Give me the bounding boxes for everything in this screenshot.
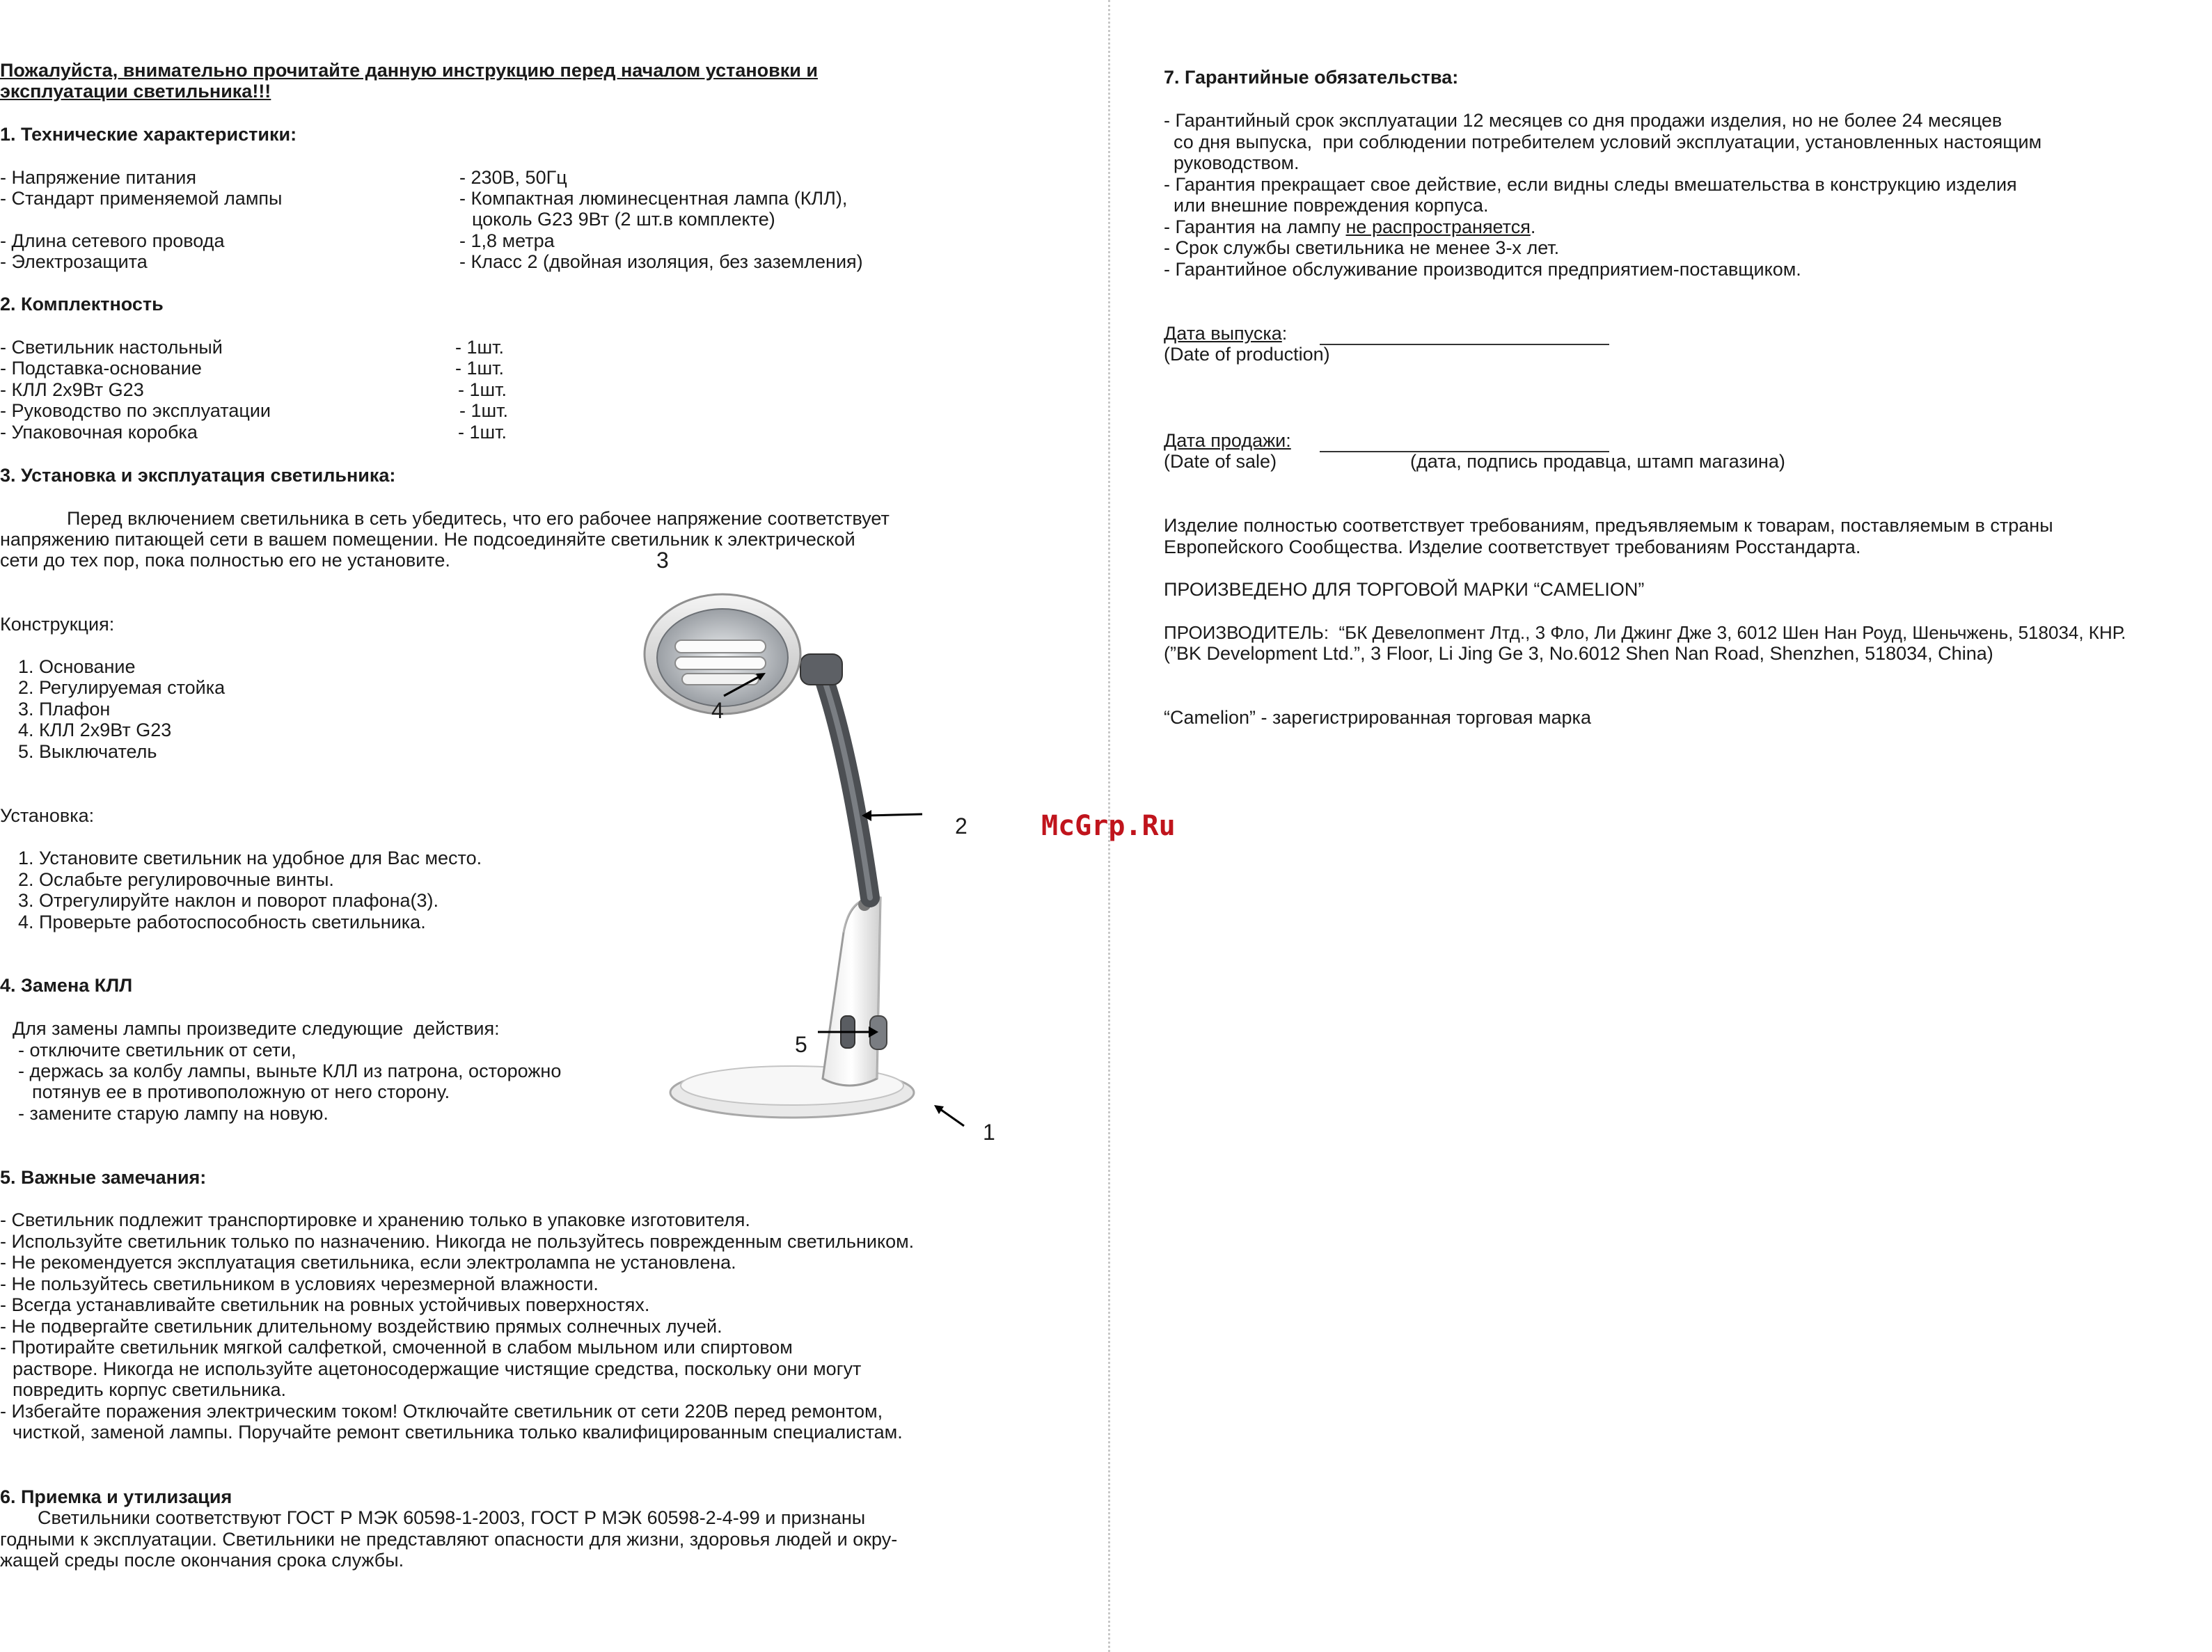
production-date-line [1320, 344, 1609, 345]
s5-line: - Светильник подлежит транспортировке и хранению только в упаковке изготовителя. [0, 1209, 750, 1230]
s5-line: - Не рекомендуется эксплуатация светильника, если электролампа не установлена. [0, 1252, 736, 1273]
trademark-note: “Camelion” - зарегистрированная торговая марка [1164, 707, 1591, 728]
manufacturer-ru: ПРОИЗВОДИТЕЛЬ: “БК Девелопмент Лтд., 3 Фло, Ли Джинг Дже 3, 6012 Шен Нан Роуд, Шеньчжень, 518034, КНР. [1164, 622, 2126, 643]
callout-4: 4 [711, 698, 724, 723]
spec-key: - Электрозащита [0, 251, 148, 272]
production-date-colon: : [1281, 323, 1288, 344]
spec-key: - Стандарт применяемой лампы [0, 188, 283, 209]
spec-key: - Напряжение питания [0, 167, 196, 188]
s7-line-a: - Гарантия на лампу [1164, 216, 1346, 237]
production-date-label [1164, 323, 1287, 344]
kit-item: - Руководство по эксплуатации [0, 400, 271, 421]
spec-value: - 1,8 метра [459, 230, 555, 251]
s4-line: - держась за колбу лампы, выньте КЛЛ из патрона, осторожно [18, 1061, 562, 1081]
s7-line: - Срок службы светильника не менее 3-х лет. [1164, 237, 1560, 258]
kit-qty: - 1шт. [458, 379, 507, 400]
install-step: 4. Проверьте работоспособность светильника. [18, 912, 426, 932]
install-step: 2. Ослабьте регулировочные винты. [18, 869, 334, 890]
callout-arrow-1 [938, 1108, 964, 1126]
install-step: 1. Установите светильник на удобное для Вас место. [18, 848, 482, 868]
production-date-en: (Date of production) [1164, 344, 1330, 365]
callout-3: 3 [656, 548, 669, 573]
spec-value: цоколь G23 9Вт (2 шт.в комплекте) [472, 209, 775, 230]
s7-line: - Гарантийный срок эксплуатации 12 месяцев со дня продажи изделия, но не более 24 месяцев [1164, 110, 2002, 131]
compliance-line: Изделие полностью соответствует требованиям, предъявляемым к товарам, поставляемым в страны [1164, 515, 2053, 536]
install-step: 3. Отрегулируйте наклон и поворот плафона(3). [18, 890, 439, 911]
sale-date-en: (Date of sale) [1164, 451, 1277, 472]
section-7-title: 7. Гарантийные обязательства: [1164, 67, 1459, 88]
kit-item: - Подставка-основание [0, 358, 202, 379]
s3-intro-line: Перед включением светильника в сеть убедитесь, что его рабочее напряжение соответствует [67, 508, 890, 529]
s7-line-c: . [1530, 216, 1536, 237]
s6-line: жащей среды после окончания срока службы. [0, 1550, 404, 1571]
section-6-title: 6. Приемка и утилизация [0, 1486, 232, 1507]
kit-qty: - 1шт. [459, 400, 509, 421]
s5-line: - Протирайте светильник мягкой салфеткой, смоченной в слабом мыльном или спиртовом [0, 1337, 793, 1358]
s3-intro-line: напряжению питающей сети в вашем помещении. Не подсоединяйте светильник к электрической [0, 529, 855, 550]
compliance-line: Европейского Сообщества. Изделие соответствует требованиям Росстандарта. [1164, 537, 1861, 557]
lamp-body [823, 898, 880, 1086]
s5-line: - Не пользуйтесь светильником в условиях черезмерной влажности. [0, 1273, 599, 1294]
warning-line-2: эксплуатации светильника!!! [0, 81, 271, 102]
s7-line: руководством. [1174, 152, 1299, 173]
desk-lamp-illustration [640, 543, 1030, 1169]
s7-line [1164, 216, 1535, 237]
s5-line: растворе. Никогда не используйте ацетоносодержащие чистящие средства, поскольку они могут [13, 1358, 862, 1379]
kit-qty: - 1шт. [455, 358, 505, 379]
made-for-brand: ПРОИЗВЕДЕНО ДЛЯ ТОРГОВОЙ МАРКИ “CAMELION” [1164, 579, 1645, 600]
s4-line: потянув ее в противоположную от него сторону. [32, 1081, 450, 1102]
kit-item: - КЛЛ 2х9Вт G23 [0, 379, 144, 400]
watermark: McGrp.Ru [1041, 810, 1176, 842]
construction-item: 3. Плафон [18, 699, 111, 720]
section-5-title: 5. Важные замечания: [0, 1167, 207, 1188]
s4-line: - отключите светильник от сети, [18, 1040, 297, 1061]
kit-item: - Упаковочная коробка [0, 422, 198, 443]
s7-line: или внешние повреждения корпуса. [1174, 195, 1489, 216]
s4-line: Для замены лампы произведите следующие действия: [13, 1018, 500, 1039]
s3-intro-line: сети до тех пор, пока полностью его не установите. [0, 550, 450, 571]
callout-2: 2 [955, 813, 967, 839]
construction-item: 2. Регулируемая стойка [18, 677, 226, 698]
section-1-title: 1. Технические характеристики: [0, 124, 297, 145]
warning-line-1: Пожалуйста, внимательно прочитайте данную инструкцию перед началом установки и [0, 60, 818, 81]
install-label: Установка: [0, 805, 95, 826]
s4-line: - замените старую лампу на новую. [18, 1103, 329, 1124]
construction-item: 4. КЛЛ 2х9Вт G23 [18, 720, 172, 740]
s5-line: повредить корпус светильника. [13, 1379, 287, 1400]
callout-arrow-2 [867, 814, 922, 816]
spec-value: - Класс 2 (двойная изоляция, без заземления) [459, 251, 863, 272]
s5-line: чисткой, заменой лампы. Поручайте ремонт светильника только квалифицированным специалистам. [13, 1422, 903, 1443]
callout-5: 5 [795, 1032, 807, 1057]
s5-line: - Избегайте поражения электрическим током! Отключайте светильник от сети 220В перед ремонтом, [0, 1401, 883, 1422]
kit-qty: - 1шт. [458, 422, 507, 443]
kit-qty: - 1шт. [455, 337, 505, 358]
s7-line: со дня выпуска, при соблюдении потребителем условий эксплуатации, установленных настоящим [1174, 132, 2042, 152]
construction-item: 5. Выключатель [18, 741, 157, 762]
callout-1: 1 [983, 1120, 995, 1145]
s5-line: - Используйте светильник только по назначению. Никогда не пользуйтесь поврежденным светильником. [0, 1231, 915, 1252]
s6-line: Светильники соответствуют ГОСТ Р МЭК 60598-1-2003, ГОСТ Р МЭК 60598-2-4-99 и признаны [38, 1507, 866, 1528]
spec-key: - Длина сетевого провода [0, 230, 225, 251]
spec-value: - 230В, 50Гц [459, 167, 567, 188]
section-4-title: 4. Замена КЛЛ [0, 975, 133, 996]
sale-date-note: (дата, подпись продавца, штамп магазина) [1410, 451, 1785, 472]
construction-item: 1. Основание [18, 656, 136, 677]
s7-line: - Гарантийное обслуживание производится предприятием-поставщиком. [1164, 259, 1801, 280]
s5-line: - Не подвергайте светильник длительному воздействию прямых солнечных лучей. [0, 1316, 722, 1337]
production-date-text: Дата выпуска [1164, 323, 1282, 344]
spec-value: - Компактная люминесцентная лампа (КЛЛ), [459, 188, 848, 209]
section-2-title: 2. Комплектность [0, 294, 164, 315]
section-3-title: 3. Установка и эксплуатация светильника: [0, 465, 396, 486]
s6-line: годными к эксплуатации. Светильники не представляют опасности для жизни, здоровья людей и окру- [0, 1529, 898, 1550]
kit-item: - Светильник настольный [0, 337, 223, 358]
construction-label: Конструкция: [0, 614, 115, 635]
lamp-bulb [675, 640, 766, 653]
s7-line-underlined: не распространяется [1345, 216, 1531, 237]
sale-date-label: Дата продажи: [1164, 430, 1291, 451]
s5-line: - Всегда устанавливайте светильник на ровных устойчивых поверхностях. [0, 1294, 650, 1315]
s7-line: - Гарантия прекращает свое действие, если видны следы вмешательства в конструкцию изделия [1164, 174, 2017, 195]
manufacturer-en: (”BK Development Ltd.”, 3 Floor, Li Jing Ge 3, No.6012 Shen Nan Road, Shenzhen, 518034, China) [1164, 643, 1993, 664]
